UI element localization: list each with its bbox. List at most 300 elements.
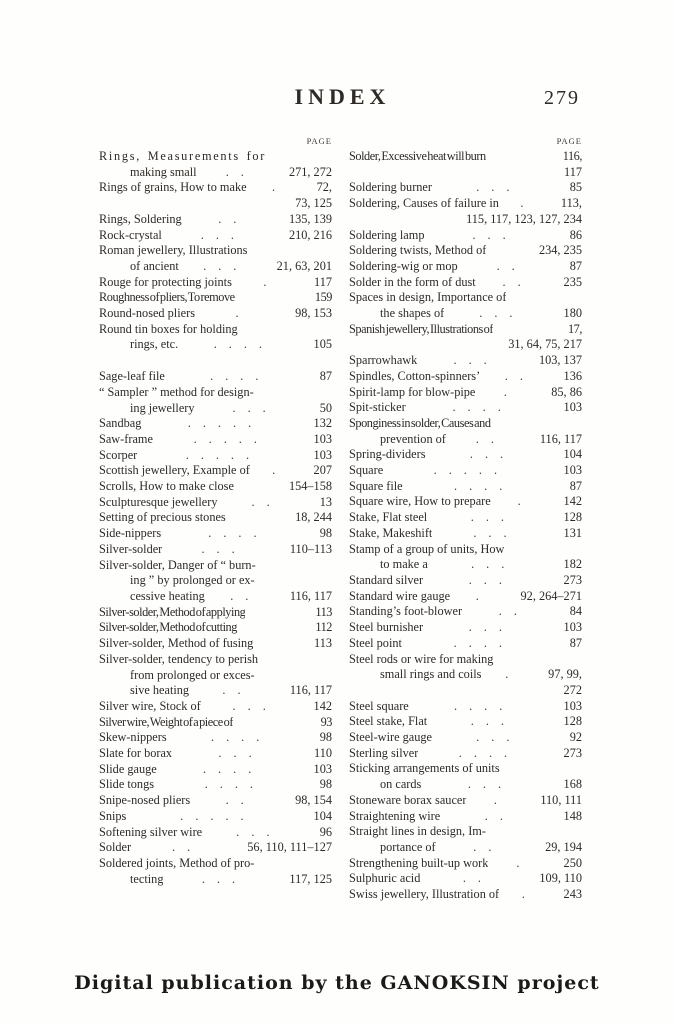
leader-dots: .. xyxy=(498,604,529,619)
leader-dots: . xyxy=(272,463,288,478)
index-entry-line xyxy=(349,322,582,338)
entry-text: Rock-crystal xyxy=(99,227,162,242)
index-entry-line xyxy=(349,683,582,699)
entry-pages: 31, 64, 75, 217 xyxy=(508,337,582,352)
entry-pages: 115, 117, 123, 127, 234 xyxy=(466,211,582,226)
entry-text: Strengthening built-up work xyxy=(349,855,489,870)
entry-pages: 103 xyxy=(563,620,582,635)
index-entry-line xyxy=(349,494,582,510)
entry-pages: 142 xyxy=(313,698,332,713)
index-entry-line xyxy=(99,825,332,841)
index-entry-line xyxy=(99,510,332,526)
leader-dots: .. xyxy=(504,368,535,383)
entry-text: Rings, Soldering xyxy=(99,211,182,226)
index-entry-line xyxy=(349,416,582,432)
entry-pages: 93 xyxy=(320,714,332,729)
entry-text: portance of xyxy=(380,839,436,854)
entry-text: Slate for borax xyxy=(99,746,173,761)
leader-dots: .... xyxy=(202,761,264,776)
leader-dots: .. xyxy=(496,258,527,273)
index-entry-line xyxy=(349,589,582,605)
entry-text: rings, etc. xyxy=(130,337,179,352)
index-entry-line xyxy=(99,322,332,338)
entry-text: tecting xyxy=(130,871,164,886)
entry-text: Steel rods or wire for making xyxy=(349,651,494,666)
entry-text: Steel burnisher xyxy=(349,620,424,635)
entry-pages: 116, 117 xyxy=(539,431,582,446)
entry-text: Roman jewellery, Illustrations xyxy=(99,243,248,258)
entry-text: Sculpturesque jewellery xyxy=(99,494,218,509)
entry-pages: 148 xyxy=(563,808,582,823)
leader-dots: ... xyxy=(469,447,516,462)
entry-text: Side-nippers xyxy=(99,526,162,541)
leader-dots: ... xyxy=(476,180,522,195)
entry-pages: 84 xyxy=(569,604,582,619)
index-entry-line xyxy=(349,699,582,715)
entry-pages: 87 xyxy=(319,369,332,384)
entry-text: Square xyxy=(349,463,384,478)
index-entry-line xyxy=(99,809,332,825)
leader-dots: ... xyxy=(236,824,282,839)
leader-dots: ..... xyxy=(433,463,510,478)
entry-pages: 250 xyxy=(563,855,582,870)
index-entry-line xyxy=(99,589,332,605)
index-entry-line xyxy=(349,306,582,322)
index-content xyxy=(99,84,582,903)
index-entry-line xyxy=(349,479,582,495)
entry-text: Straightening wire xyxy=(349,808,441,823)
entry-pages: 50 xyxy=(319,400,332,415)
entry-pages: 104 xyxy=(313,808,332,823)
entry-pages: 135, 139 xyxy=(288,211,332,226)
entry-pages: 98 xyxy=(319,730,332,745)
entry-text: “ Sampler ” method for design- xyxy=(99,384,254,399)
index-entry-line xyxy=(349,636,582,652)
leader-dots: .. xyxy=(475,431,506,446)
index-entry-line xyxy=(349,337,582,353)
entry-pages: 210, 216 xyxy=(288,227,332,242)
entry-pages: 29, 194 xyxy=(545,839,582,854)
index-entry-line xyxy=(349,369,582,385)
leader-dots: . xyxy=(517,494,533,509)
entry-pages: 109, 110 xyxy=(539,871,582,886)
entry-text: prevention of xyxy=(380,431,446,446)
index-entry-line xyxy=(99,605,332,621)
leader-dots: .... xyxy=(208,526,269,541)
entry-pages: 116, 117 xyxy=(289,588,332,603)
index-entry-line xyxy=(99,777,332,793)
entry-pages: 17, xyxy=(567,321,582,336)
entry-text: Skew-nippers xyxy=(99,730,167,745)
entry-text: Rouge for protecting joints xyxy=(99,274,232,289)
leader-dots: ..... xyxy=(193,431,269,446)
entry-pages: 103 xyxy=(313,761,332,776)
index-entry-line xyxy=(99,243,332,259)
leader-dots: .... xyxy=(204,777,265,792)
index-entry-line xyxy=(349,809,582,825)
entry-text: sive heating xyxy=(130,683,190,698)
leader-dots: . xyxy=(520,196,536,211)
index-entry-line xyxy=(99,652,332,668)
index-entry-line xyxy=(99,526,332,542)
entry-text: to make a xyxy=(380,557,428,572)
entry-text: Rings of grains, How to make xyxy=(99,180,247,195)
entry-text: Spring-dividers xyxy=(349,447,426,462)
entry-text: Straight lines in design, Im- xyxy=(349,824,486,839)
leader-dots: .. xyxy=(222,683,253,698)
index-entry-line xyxy=(349,761,582,777)
entry-pages: 86 xyxy=(569,227,582,242)
index-entry-line xyxy=(349,542,582,558)
leader-dots: ... xyxy=(203,258,249,273)
entry-text: Rings, Measurements for xyxy=(99,149,267,163)
entry-text: Snips xyxy=(99,808,127,823)
index-entry-line xyxy=(349,730,582,746)
index-entry-line xyxy=(99,573,332,589)
page-column-label: PAGE xyxy=(306,136,332,146)
index-entry-line xyxy=(99,463,332,479)
leader-dots: .. xyxy=(172,840,203,855)
leader-dots: ... xyxy=(476,730,522,745)
index-entry-line xyxy=(99,369,332,385)
leader-dots: ... xyxy=(201,541,247,556)
entry-text: from prolonged or exces- xyxy=(130,667,255,682)
entry-text: Standard wire gauge xyxy=(349,588,451,603)
entry-text: Stamp of a group of units, How xyxy=(349,541,505,556)
entry-pages: 98 xyxy=(319,777,332,792)
leader-dots: ... xyxy=(467,777,514,792)
leader-dots: ... xyxy=(232,698,278,713)
entry-text: Sparrowhawk xyxy=(349,353,418,368)
entry-text: small rings and coils xyxy=(380,667,482,682)
leader-dots: .... xyxy=(210,369,271,384)
entry-text: Sulphuric acid xyxy=(349,871,421,886)
index-entry-line xyxy=(349,400,582,416)
entry-text: Scottish jewellery, Example of xyxy=(99,463,250,478)
index-entry-line xyxy=(99,165,332,181)
footer-text: Digital publication by the GANOKSIN project xyxy=(74,972,600,994)
entry-text: Snipe-nosed pliers xyxy=(99,793,191,808)
entry-pages: 273 xyxy=(563,745,582,760)
entry-pages: 159 xyxy=(314,290,332,305)
index-entry-line xyxy=(349,259,582,275)
entry-text: Standing’s foot-blower xyxy=(349,604,463,619)
index-entry-line xyxy=(99,840,332,856)
index-entry-line xyxy=(99,683,332,699)
entry-pages: 117, 125 xyxy=(289,871,332,886)
entry-text: Sticking arrangements of units xyxy=(349,761,500,776)
entry-pages: 105 xyxy=(313,337,332,352)
entry-pages: 243 xyxy=(563,887,582,902)
leader-dots: ... xyxy=(470,714,516,729)
entry-text: Silver-solder, Danger of “ burn- xyxy=(99,557,256,572)
index-entry-line xyxy=(349,856,582,872)
entry-pages: 13 xyxy=(319,494,332,509)
entry-pages: 103 xyxy=(563,400,582,415)
entry-text: Silver wire, Stock of xyxy=(99,698,201,713)
leader-dots: ..... xyxy=(187,416,264,431)
index-entry-line xyxy=(99,228,332,244)
leader-dots: .... xyxy=(453,635,514,650)
entry-pages: 96 xyxy=(319,824,332,839)
entry-text: Setting of precious stones xyxy=(99,510,226,525)
index-entry-line xyxy=(349,573,582,589)
entry-text: Sponginess in solder, Causes and xyxy=(349,415,491,430)
entry-text: Square file xyxy=(349,478,403,493)
entry-pages: 92, 264–271 xyxy=(520,588,582,603)
entry-pages: 271, 272 xyxy=(288,164,332,179)
index-entry-line xyxy=(349,212,582,228)
index-entry-line xyxy=(99,856,332,872)
entry-pages: 72, xyxy=(316,180,332,195)
entry-pages: 272 xyxy=(563,682,582,697)
index-column-right xyxy=(349,136,582,903)
index-entry-line xyxy=(349,432,582,448)
entry-pages: 21, 63, 201 xyxy=(276,258,332,273)
leader-dots: . xyxy=(516,855,532,870)
leader-dots: ... xyxy=(471,557,517,572)
leader-dots: ... xyxy=(479,306,525,321)
entry-text: Sterling silver xyxy=(349,745,419,760)
entry-pages: 103 xyxy=(313,431,332,446)
leader-dots: ... xyxy=(468,572,514,587)
leader-dots: . xyxy=(235,306,251,321)
index-entry-line xyxy=(99,479,332,495)
index-entry-line xyxy=(349,746,582,762)
index-entry-line xyxy=(99,542,332,558)
entry-pages: 136 xyxy=(563,368,582,383)
index-columns xyxy=(99,136,582,903)
entry-text: Scrolls, How to make close xyxy=(99,479,234,494)
entry-text: Saw-frame xyxy=(99,431,153,446)
entry-text: Sage-leaf file xyxy=(99,369,165,384)
entry-text: Soldering, Causes of failure in xyxy=(349,196,499,211)
entry-text: Silver-solder, Method of cutting xyxy=(99,620,237,635)
leader-dots: . xyxy=(521,887,537,902)
index-entry-line xyxy=(349,228,582,244)
entry-pages: 110, 111 xyxy=(540,792,582,807)
entry-text: Solder, Excessive heat will burn xyxy=(349,149,486,163)
entry-text: Slide gauge xyxy=(99,761,157,776)
index-entry-line xyxy=(99,432,332,448)
entry-text: Stake, Flat steel xyxy=(349,510,428,525)
leader-dots: .. xyxy=(225,164,256,179)
entry-text: Stake, Makeshift xyxy=(349,525,433,540)
index-entry-line xyxy=(349,165,582,181)
entry-text: Silver-solder, Method of applying xyxy=(99,604,246,619)
entry-pages: 110 xyxy=(314,746,332,761)
leader-dots: ... xyxy=(201,871,248,886)
entry-text: Swiss jewellery, Illustration of xyxy=(349,887,500,902)
entry-pages: 117 xyxy=(564,164,582,179)
index-entry-line xyxy=(99,180,332,196)
entry-text: Silver-solder, tendency to perish xyxy=(99,651,259,666)
entry-text: Steel stake, Flat xyxy=(349,714,428,729)
leader-dots: ... xyxy=(472,227,518,242)
entry-pages: 128 xyxy=(563,714,582,729)
entry-pages: 234, 235 xyxy=(538,243,582,258)
entry-pages: 142 xyxy=(563,494,582,509)
leader-dots: .... xyxy=(458,745,520,760)
leader-dots: ... xyxy=(473,525,519,540)
index-entry-line xyxy=(349,604,582,620)
index-entry-line xyxy=(99,385,332,401)
index-entry-line xyxy=(349,196,582,212)
leader-dots: ... xyxy=(232,400,278,415)
index-entry-line xyxy=(99,746,332,762)
index-entry-line xyxy=(99,620,332,636)
entry-text: Silver-solder xyxy=(99,541,163,556)
index-entry-line xyxy=(349,557,582,573)
entry-pages: 116, 117 xyxy=(289,683,332,698)
entry-text: making small xyxy=(130,164,197,179)
page-number: 279 xyxy=(544,87,580,109)
entry-pages: 98, 153 xyxy=(295,306,332,321)
index-entry-line xyxy=(99,275,332,291)
leader-dots: ..... xyxy=(185,447,262,462)
leader-dots: ... xyxy=(218,746,264,761)
page-header xyxy=(99,84,582,120)
index-entry-line xyxy=(99,699,332,715)
index-entry-line xyxy=(99,715,332,731)
entry-text: Square wire, How to prepare xyxy=(349,494,491,509)
leader-dots: ... xyxy=(468,620,514,635)
index-entry-line xyxy=(349,667,582,683)
entry-pages: 98, 154 xyxy=(295,793,332,808)
entry-pages: 113, xyxy=(560,196,582,211)
entry-pages: 104 xyxy=(563,447,582,462)
entry-text: cessive heating xyxy=(130,588,205,603)
index-entry-line xyxy=(99,793,332,809)
entry-pages: 116, xyxy=(562,149,582,163)
index-entry-line xyxy=(99,448,332,464)
leader-dots: .... xyxy=(454,698,515,713)
entry-text: Silver-solder, Method of fusing xyxy=(99,636,254,651)
index-entry-line xyxy=(349,714,582,730)
index-entry-line xyxy=(349,243,582,259)
entry-pages: 128 xyxy=(563,510,582,525)
leader-dots: .. xyxy=(484,808,515,823)
entry-text: Silver wire, Weight of a piece of xyxy=(99,714,233,729)
leader-dots: ... xyxy=(470,510,516,525)
entry-pages: 182 xyxy=(563,557,582,572)
index-column-left xyxy=(99,136,332,903)
entry-text: ing ” by prolonged or ex- xyxy=(130,573,255,588)
leader-dots: . xyxy=(263,274,279,289)
leader-dots: . xyxy=(503,384,519,399)
entry-text: Sandbag xyxy=(99,416,142,431)
entry-pages: 131 xyxy=(563,525,582,540)
entry-text: Spanish jewellery, Illustrations of xyxy=(349,321,494,336)
index-entry-line xyxy=(99,196,332,212)
index-entry-line xyxy=(349,887,582,903)
entry-text: Soldered joints, Method of pro- xyxy=(99,855,255,870)
entry-text: Round-nosed pliers xyxy=(99,306,195,321)
leader-dots: ..... xyxy=(180,808,256,823)
index-entry-line xyxy=(349,793,582,809)
index-entry-line xyxy=(99,401,332,417)
leader-dots: .. xyxy=(473,839,504,854)
entry-pages: 73, 125 xyxy=(295,196,332,211)
index-entry-line xyxy=(349,463,582,479)
entry-text: Roughness of pliers, To remove xyxy=(99,290,235,305)
entry-text: Slide tongs xyxy=(99,777,154,792)
entry-text: Spindles, Cotton-spinners’ xyxy=(349,368,481,383)
entry-pages: 273 xyxy=(563,572,582,587)
leader-dots: .... xyxy=(454,478,515,493)
entry-pages: 18, 244 xyxy=(295,510,332,525)
entry-pages: 168 xyxy=(563,777,582,792)
entry-text: the shapes of xyxy=(380,306,445,321)
index-entry-line xyxy=(349,510,582,526)
page-title: INDEX xyxy=(294,84,391,109)
page-column-label: PAGE xyxy=(556,136,582,146)
index-entry-line xyxy=(99,872,332,888)
entry-text: Solder in the form of dust xyxy=(349,274,476,289)
index-entry-line xyxy=(99,668,332,684)
entry-pages: 113 xyxy=(314,636,332,651)
index-entry-line xyxy=(99,259,332,275)
entry-text: Spit-sticker xyxy=(349,400,406,415)
leader-dots: . xyxy=(272,180,288,195)
index-entry-line xyxy=(349,824,582,840)
entry-pages: 235 xyxy=(563,274,582,289)
entry-pages: 110–113 xyxy=(289,541,332,556)
index-entry-line xyxy=(99,495,332,511)
section-gap xyxy=(99,353,332,369)
entry-pages: 98 xyxy=(319,526,332,541)
index-entry-line xyxy=(99,730,332,746)
entry-text: Scorper xyxy=(99,447,138,462)
entry-pages: 85 xyxy=(569,180,582,195)
entry-pages: 180 xyxy=(563,306,582,321)
leader-dots: . xyxy=(493,792,509,807)
entry-pages: 87 xyxy=(569,635,582,650)
entry-text: Soldering burner xyxy=(349,180,432,195)
leader-dots: .. xyxy=(230,588,261,603)
entry-text: Solder xyxy=(99,840,132,855)
entry-pages: 103, 137 xyxy=(538,353,582,368)
entry-text: Soldering-wig or mop xyxy=(349,258,458,273)
entry-text: Spaces in design, Importance of xyxy=(349,290,507,305)
index-entry-line xyxy=(349,777,582,793)
index-entry-line xyxy=(349,840,582,856)
entry-text: Round tin boxes for holding xyxy=(99,321,238,336)
index-entry-line xyxy=(99,149,332,165)
entry-text: Steel-wire gauge xyxy=(349,730,432,745)
index-entry-line xyxy=(99,337,332,353)
entry-text: Softening silver wire xyxy=(99,824,203,839)
leader-dots: .. xyxy=(225,793,256,808)
entry-text: Standard silver xyxy=(349,572,424,587)
leader-dots: .... xyxy=(213,337,274,352)
entry-pages: 132 xyxy=(313,416,332,431)
entry-pages: 56, 110, 111–127 xyxy=(247,840,332,855)
entry-pages: 207 xyxy=(313,463,332,478)
index-entry-line xyxy=(349,149,582,165)
entry-text: Soldering twists, Method of xyxy=(349,243,487,258)
index-entry-line xyxy=(349,871,582,887)
leader-dots: . xyxy=(475,588,491,603)
entry-pages: 103 xyxy=(563,463,582,478)
index-entry-line xyxy=(349,447,582,463)
index-entry-line xyxy=(99,212,332,228)
entry-pages: 87 xyxy=(569,478,582,493)
entry-text: Stoneware borax saucer xyxy=(349,792,467,807)
entry-pages: 87 xyxy=(569,258,582,273)
entry-text: Spirit-lamp for blow-pipe xyxy=(349,384,476,399)
leader-dots: .... xyxy=(452,400,513,415)
